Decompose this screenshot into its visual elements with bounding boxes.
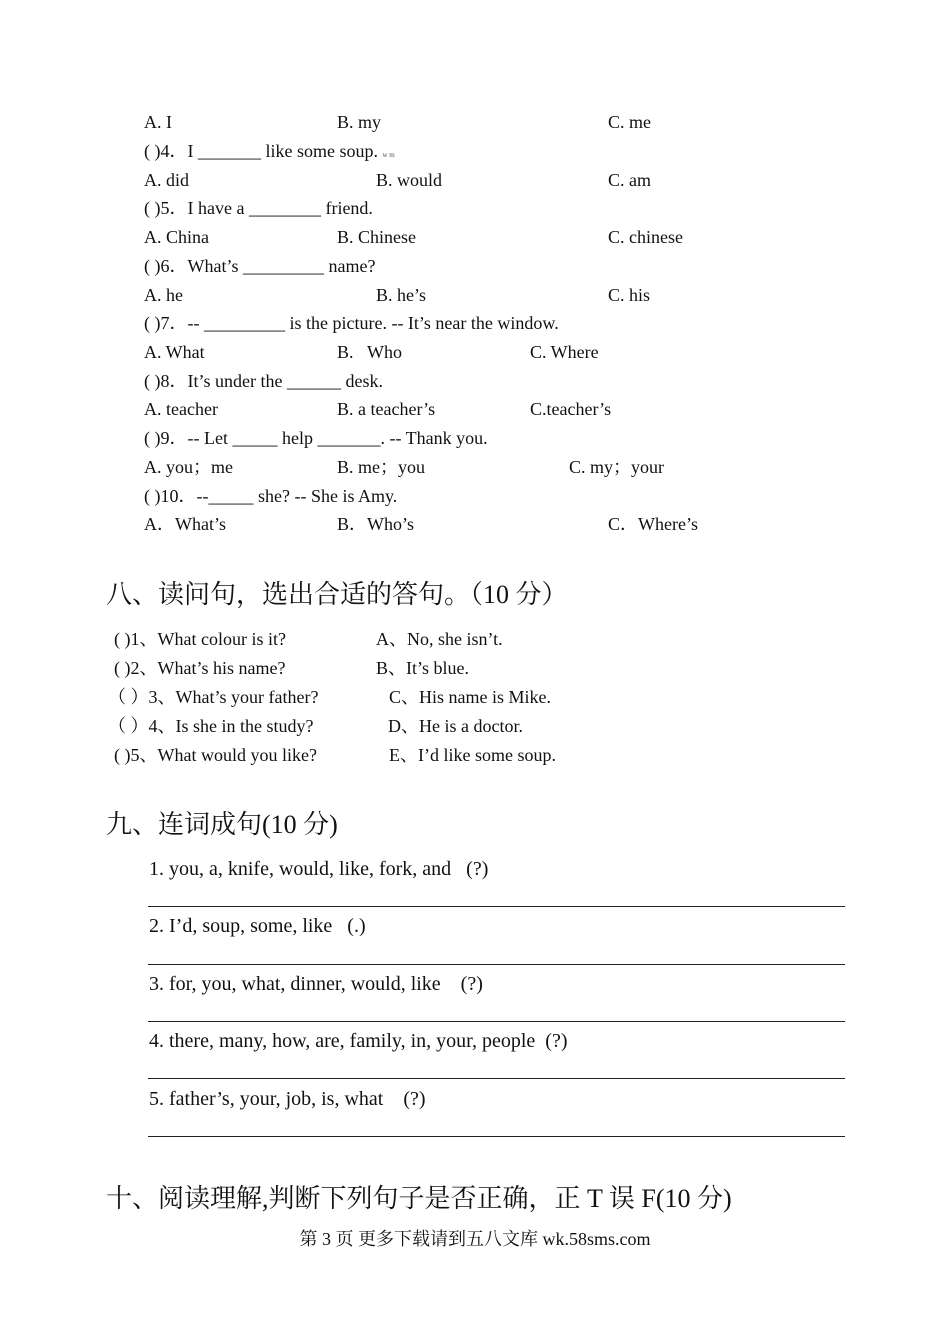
s9-item-5: 5. father’s, your, job, is, what (?) [149,1088,426,1110]
s8-q4: （ ）4、Is she in the study? [108,716,314,736]
page-footer: 第 3 页 更多下载请到五八文库 wk.58sms.com [299,1229,651,1249]
s8-a4: D、He is a doctor. [388,716,523,736]
q4-stem-line [144,140,395,166]
q4-option-c: C. am [608,170,651,190]
s8-a3: C、His name is Mike. [389,687,551,707]
s8-a1: A、No, she isn’t. [376,629,503,649]
s8-q1: ( )1、What colour is it? [114,629,286,649]
q7-option-a: A. What [144,342,205,362]
q10-option-a: A．What’s [144,514,226,534]
q6-option-a: A. he [144,285,183,305]
q4-option-b: B. would [376,170,443,190]
s8-q3: （ ）3、What’s your father? [108,687,319,707]
section9-title: 九、连词成句(10 分) [106,810,338,839]
q4-option-a: A. did [144,170,189,190]
answer-line-2[interactable] [148,964,845,965]
s9-item-2: 2. I’d, soup, some, like (.) [149,915,366,937]
q8-option-c: C.teacher’s [530,399,612,419]
watermark-mark: w m [382,151,395,159]
q10-stem: ( )10．--_____ she? -- She is Amy. [144,486,398,506]
s8-q5: ( )5、What would you like? [114,745,317,765]
q10-option-c: C．Where’s [608,514,698,534]
q9-option-b: B. me；you [337,457,425,477]
q4-stem: ( )4．I _______ like some soup. [144,141,378,161]
q9-option-a: A. you；me [144,457,233,477]
s8-a2: B、It’s blue. [376,658,469,678]
q6-option-b: B. he’s [376,285,427,305]
q5-option-c: C. chinese [608,227,683,247]
s9-item-1: 1. you, a, knife, would, like, fork, and (?) [149,858,489,880]
q5-option-a: A. China [144,227,209,247]
q3-option-b: B. my [337,112,382,132]
q9-stem: ( )9．-- Let _____ help _______. -- Thank you. [144,428,488,448]
q5-stem: ( )5．I have a ________ friend. [144,198,373,218]
s8-q2: ( )2、What’s his name? [114,658,286,678]
section8-title: 八、读问句，选出合适的答句。（10 分） [106,580,568,609]
q6-option-c: C. his [608,285,651,305]
answer-line-4[interactable] [148,1078,845,1079]
s9-item-3: 3. for, you, what, dinner, would, like (?) [149,973,483,995]
q8-option-a: A. teacher [144,399,218,419]
q7-stem: ( )7．-- _________ is the picture. -- It’s near the window. [144,313,559,333]
q7-option-c: C. Where [530,342,599,362]
s9-item-4: 4. there, many, how, are, family, in, your, people (?) [149,1030,568,1052]
q3-option-c: C. me [608,112,651,132]
q6-stem: ( )6．What’s _________ name? [144,256,376,276]
q3-option-a: A. I [144,112,172,132]
q9-option-c: C. my；your [569,457,665,477]
q10-option-b: B．Who’s [337,514,415,534]
answer-line-3[interactable] [148,1021,845,1022]
q7-option-b: B. Who [337,342,402,362]
answer-line-1[interactable] [148,906,845,907]
q8-option-b: B. a teacher’s [337,399,436,419]
s8-a5: E、I’d like some soup. [389,745,556,765]
q5-option-b: B. Chinese [337,227,416,247]
answer-line-5[interactable] [148,1136,845,1137]
q8-stem: ( )8．It’s under the ______ desk. [144,371,383,391]
section10-title: 十、阅读理解,判断下列句子是否正确，正 T 误 F(10 分) [106,1184,732,1213]
